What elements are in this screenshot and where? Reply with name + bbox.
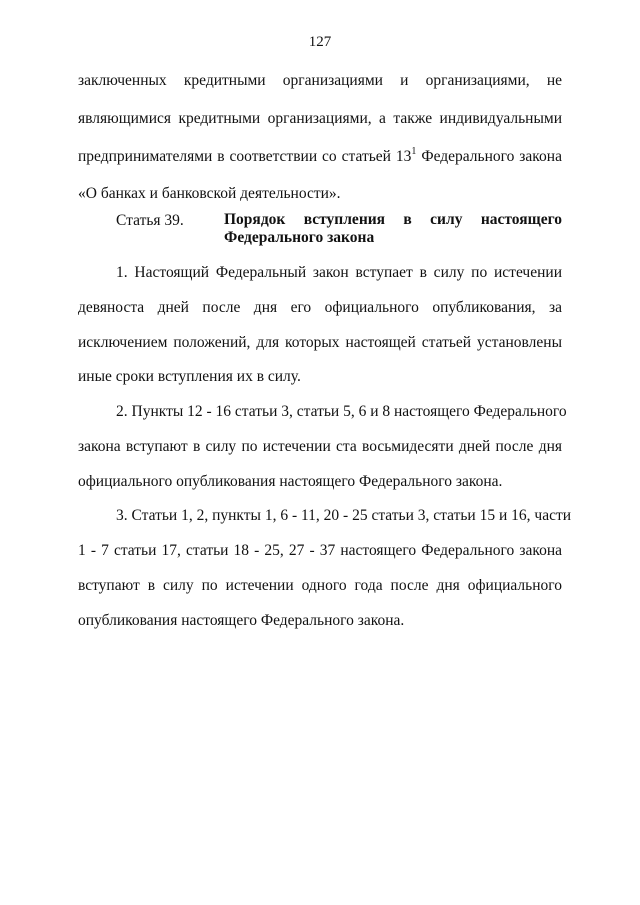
paragraph-2 (78, 402, 567, 492)
intro-line-4: «О банках и банковской деятельности». (78, 185, 341, 202)
paragraph-3-line-1: 3. Статьи 1, 2, пункты 1, 6 - 11, 20 - 25 статьи 3, статьи 15 и 16, части (116, 507, 572, 524)
intro-line-3-before: предпринимателями в соответствии со статьей 13 (78, 148, 412, 165)
article-title-line-2: Федерального закона (224, 229, 375, 246)
paragraph-1-line-3: исключением положений, для которых настоящей статьей установлены (78, 334, 562, 351)
paragraph-1-line-4: иные сроки вступления их в силу. (78, 368, 301, 385)
footnote-superscript: 1 (411, 145, 417, 157)
paragraph-2-line-3: официального опубликования настоящего Федерального закона. (78, 473, 503, 490)
intro-line-1: заключенных кредитными организациями и организациями, не (78, 72, 562, 89)
paragraph-3 (78, 506, 572, 631)
paragraph-2-line-2: закона вступают в силу по истечении ста восьмидесяти дней после дня (78, 438, 562, 455)
article-title (224, 211, 562, 247)
paragraph-1-line-1: 1. Настоящий Федеральный закон вступает в силу по истечении (116, 264, 562, 281)
intro-paragraph (78, 71, 562, 204)
paragraph-2-line-1: 2. Пункты 12 - 16 статьи 3, статьи 5, 6 и 8 настоящего Федерального (116, 403, 567, 420)
paragraph-1 (78, 263, 562, 387)
intro-line-2: являющимися кредитными организациями, а также индивидуальными (78, 110, 562, 127)
article-label: Статья 39. (116, 212, 184, 229)
intro-line-3 (78, 147, 562, 167)
page-number: 127 (308, 34, 332, 50)
paragraph-3-line-2: 1 - 7 статьи 17, статьи 18 - 25, 27 - 37 настоящего Федерального закона (78, 542, 562, 559)
paragraph-1-line-2: девяноста дней после дня его официального опубликования, за (78, 299, 562, 316)
article-title-line-1: Порядок вступления в силу настоящего (224, 211, 562, 228)
paragraph-3-line-4: опубликования настоящего Федерального закона. (78, 612, 405, 629)
paragraph-3-line-3: вступают в силу по истечении одного года после дня официального (78, 577, 562, 594)
intro-line-3-after: Федерального закона (416, 148, 562, 165)
